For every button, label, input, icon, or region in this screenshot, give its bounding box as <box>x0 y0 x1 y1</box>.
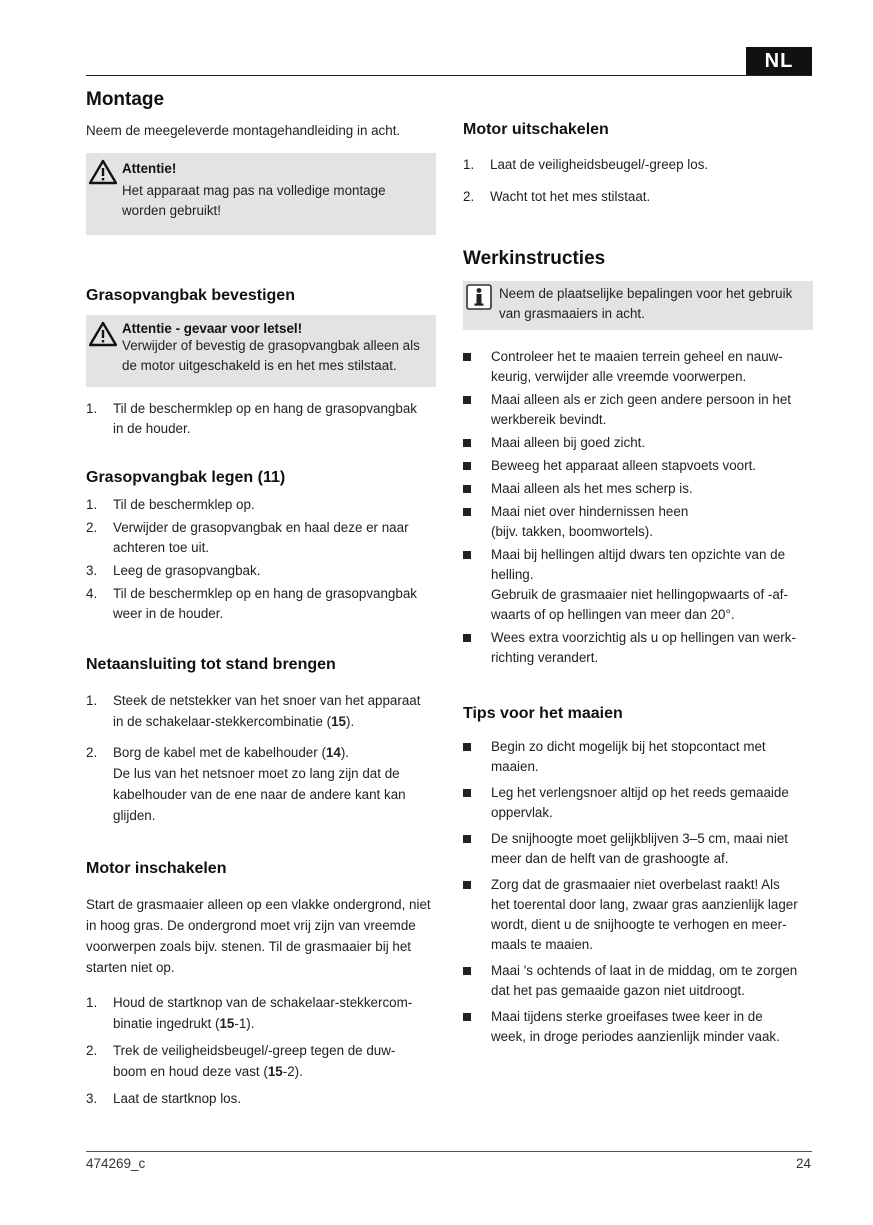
warning-line: Verwijder of bevestig de grasopvangbak alleen als <box>122 338 420 353</box>
heading-tips: Tips voor het maaien <box>463 705 623 722</box>
bullet-square <box>463 551 471 559</box>
bullet-item: Maai alleen als het mes scherp is. <box>463 479 813 499</box>
heading-grasopvang-bevestigen: Grasopvangbak bevestigen <box>86 287 295 304</box>
footer-rule <box>86 1151 812 1152</box>
section-netaansluiting <box>86 654 436 826</box>
warning-title: Attentie - gevaar voor letsel! <box>122 321 303 336</box>
warning-box-montage <box>86 153 436 235</box>
bullet-item: Maai niet over hindernissen heen (bijv. takken, boomwortels). <box>463 502 813 542</box>
heading-motor-inschakelen: Motor inschakelen <box>86 860 227 877</box>
steps-list <box>463 155 813 207</box>
info-box <box>463 281 813 330</box>
bullet-item: Begin zo dicht mogelijk bij het stopcontact met maaien. <box>463 737 813 777</box>
paragraph-line: Start de grasmaaier alleen op een vlakke ondergrond, niet <box>86 897 431 912</box>
bullet-item: Maai alleen als er zich geen andere persoon in het werkbereik bevindt. <box>463 390 813 430</box>
bullet-square <box>463 1013 471 1021</box>
bullet-square <box>463 743 471 751</box>
step-item: 4. Til de beschermklep op en hang de grasopvangbak weer in de houder. <box>86 586 417 621</box>
heading-werkinstructies: Werkinstructies <box>463 248 606 269</box>
step-item: 1. Laat de veiligheidsbeugel/-greep los. <box>463 157 709 172</box>
warning-title: Attentie! <box>122 161 177 176</box>
bullet-item: Maai alleen bij goed zicht. <box>463 433 813 453</box>
bullet-square <box>463 881 471 889</box>
info-line: Neem de plaatselijke bepalingen voor het gebruik <box>499 286 793 301</box>
steps-list <box>86 399 436 439</box>
bullet-item: De snijhoogte moet gelijkblijven 3–5 cm, maai niet meer dan de helft van de grashoogte af. <box>463 829 813 869</box>
right-column <box>463 119 813 1047</box>
steps-list <box>86 495 436 624</box>
bullet-item: Wees extra voorzichtig als u op hellingen van werk- richting verandert. <box>463 628 813 668</box>
info-line: van grasmaaiers in acht. <box>499 306 645 321</box>
bullet-list <box>463 737 813 1047</box>
bullet-item: Controleer het te maaien terrein geheel en nauw- keurig, verwijder alle vreemde voorwerpen. <box>463 347 813 387</box>
step-item: 2. Borg de kabel met de kabelhouder (14). De lus van het netsnoer moet zo lang zijn dat de kabelhouder van de ene naar de andere kant kan glijden. <box>86 745 406 823</box>
paragraph-line: in hoog gras. De ondergrond moet vrij zijn van vreemde <box>86 918 416 933</box>
step-item: 1. Houd de startknop van de schakelaar-stekkercom- binatie ingedrukt (15-1). <box>86 995 413 1031</box>
warning-line: de motor uitgeschakeld is en het mes stilstaat. <box>122 358 397 373</box>
bullet-item: Maai bij hellingen altijd dwars ten opzichte van de helling. Gebruik de grasmaaier niet hellingopwaarts of -af- waarts of op hellingen van meer dan 20°. <box>463 545 813 625</box>
section-tips <box>463 703 813 1047</box>
section-inschakelen <box>86 858 436 1109</box>
section-grasopvang <box>86 285 436 439</box>
step-item: 2. Trek de veiligheidsbeugel/-greep tegen de duw- boom en houd deze vast (15-2). <box>86 1043 396 1079</box>
bullet-square <box>463 462 471 470</box>
bullet-square <box>463 835 471 843</box>
bullet-square <box>463 353 471 361</box>
warning-icon <box>89 321 117 347</box>
bullet-square <box>463 967 471 975</box>
heading-netaansluiting: Netaansluiting tot stand brengen <box>86 656 336 673</box>
step-item: 3. Laat de startknop los. <box>86 1091 242 1106</box>
step-item: 1. Steek de netstekker van het snoer van het apparaat in de schakelaar-stekkercombinatie (15). <box>86 693 421 729</box>
document-id: 474269_c <box>86 1156 146 1171</box>
montage-text: Neem de meegeleverde montagehandleiding in acht. <box>86 123 401 138</box>
bullet-item: Maai tijdens sterke groeifases twee keer in de week, in droge periodes aanzienlijk minder vaak. <box>463 1007 813 1047</box>
bullet-square <box>463 396 471 404</box>
page-number: 24 <box>795 1156 811 1171</box>
section-werkinstructies <box>463 247 813 668</box>
section-montage <box>86 88 436 235</box>
step-item: 2. Wacht tot het mes stilstaat. <box>463 189 651 204</box>
paragraph-line: voorwerpen zoals bijv. stenen. Til de grasmaaier bij het <box>86 939 412 954</box>
bullet-item: Leg het verlengsnoer altijd op het reeds gemaaide oppervlak. <box>463 783 813 823</box>
step-item: 1. Til de beschermklep op. <box>86 497 255 512</box>
step-item: 2. Verwijder de grasopvangbak en haal deze er naar achteren toe uit. <box>86 520 409 555</box>
section-legen <box>86 467 436 624</box>
paragraph-line: starten niet op. <box>86 960 175 975</box>
language-badge: NL <box>746 47 812 75</box>
steps-list <box>86 690 436 826</box>
bullet-item: Beweeg het apparaat alleen stapvoets voort. <box>463 456 813 476</box>
step-item: 1. Til de beschermklep op en hang de grasopvangbak in de houder. <box>86 401 417 436</box>
left-column <box>86 88 436 1109</box>
bullet-square <box>463 508 471 516</box>
bullet-square <box>463 485 471 493</box>
header-rule <box>86 75 812 76</box>
heading-motor-uitschakelen: Motor uitschakelen <box>463 121 609 138</box>
bullet-square <box>463 439 471 447</box>
bullet-square <box>463 634 471 642</box>
heading-montage: Montage <box>86 89 165 110</box>
bullet-list <box>463 347 813 668</box>
warning-box-letsel <box>86 315 436 387</box>
info-icon <box>466 284 492 310</box>
warning-icon <box>89 159 117 185</box>
warning-line: worden gebruikt! <box>122 203 221 218</box>
heading-grasopvang-legen: Grasopvangbak legen (11) <box>86 469 286 486</box>
section-uitschakelen <box>463 119 813 207</box>
step-item: 3. Leeg de grasopvangbak. <box>86 563 261 578</box>
bullet-item: Zorg dat de grasmaaier niet overbelast raakt! Als het toerental door lang, zwaar gras aanzienlijk lager wordt, dient u de snijhoogte te verhogen en meer- maals te maaien. <box>463 875 813 955</box>
bullet-item: Maai 's ochtends of laat in de middag, om te zorgen dat het pas gemaaide gazon niet uitdroogt. <box>463 961 813 1001</box>
steps-list <box>86 992 436 1109</box>
warning-line: Het apparaat mag pas na volledige montage <box>122 183 386 198</box>
bullet-square <box>463 789 471 797</box>
